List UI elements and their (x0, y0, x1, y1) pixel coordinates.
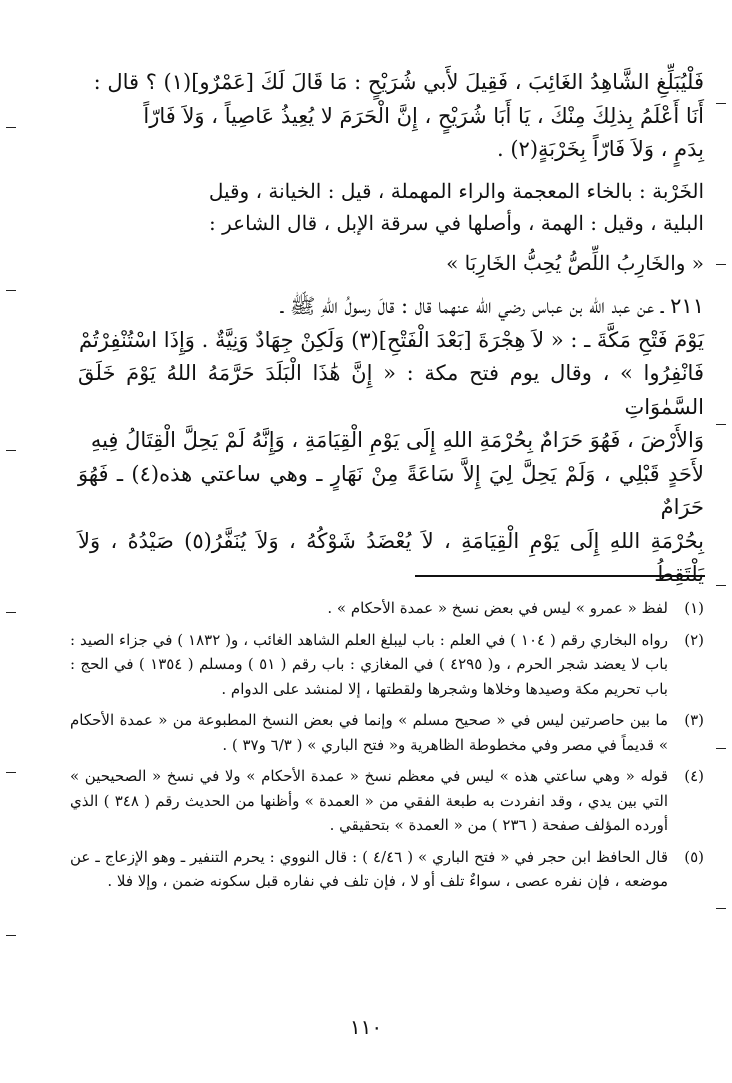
margin-tick (6, 772, 16, 773)
footnote (70, 708, 704, 757)
footnote (70, 628, 704, 702)
margin-tick (716, 264, 726, 265)
margin-tick (6, 290, 16, 291)
text-line: فَلْيُبَلِّغِ الشَّاهِدُ الغَائِبَ ، فَقِيلَ لأَبي شُرَيْحٍ : مَا قَالَ لَكَ [عَمْرٌو](١) ؟ قال : (93, 70, 704, 94)
text-line: البلية ، وقيل : الهمة ، وأصلها في سرقة الإبل ، قال الشاعر : (209, 210, 704, 235)
footnote-text: قوله « وهي ساعتي هذه » ليس في معظم نسخ « عمدة الأحكام » ولا في نسخ « الصحيحين » التي بين يدي ، وقد انفردت به طبعة الفقي من « العمدة » وأظنها من الحديث رقم ( ٣٤٨ ) الذي أورده المؤلف صفحة ( ٢٣٦ ) من « العمدة » بتحقيقي . (70, 767, 668, 834)
footnote (70, 764, 704, 838)
margin-tick (6, 127, 16, 128)
margin-tick (716, 908, 726, 909)
footnote-number: (٤) (684, 767, 704, 785)
main-text (78, 66, 704, 592)
footnote-number: (١) (684, 599, 704, 617)
verse-line: « والخَارِبُ اللِّصُّ يُحِبُّ الخَارِبَا » (446, 250, 704, 275)
margin-tick (6, 935, 16, 936)
footnote-number: (٣) (684, 711, 704, 729)
text-line: الخَرْبة : بالخاء المعجمة والراء المهملة ، قيل : الخيانة ، وقيل (208, 178, 704, 203)
footnote-text: لفظ « عمرو » ليس في بعض نسخ « عمدة الأحكام » . (327, 599, 668, 617)
margin-tick (716, 103, 726, 104)
text-line: بِدَمٍ ، وَلاَ فَارّاً بِخَرْبَةٍ(٢) . (497, 137, 704, 161)
hadith-line: فَانْفِرُوا » ، وقال يوم فتح مكة : « إِنَّ هَٰذَا الْبَلَدَ حَرَّمَهُ اللهُ يَوْمَ خَلَقَ السَّمٰوَاتِ (78, 361, 704, 419)
margin-tick (716, 585, 726, 586)
footnotes (70, 596, 704, 901)
footnote-text: قال الحافظ ابن حجر في « فتح الباري » ( ٤/٤٦ ) : قال النووي : يحرم التنفير ـ وهو الإزعاج ـ عن موضعه ، فإن نفره عصى ، سواءٌ تلف أو لا ، فإن تلف في نفاره قبل سكونه ضمن ، وإلا فلا . (70, 847, 668, 890)
footnote (70, 845, 704, 894)
margin-tick (716, 424, 726, 425)
hadith-line: وَالأَرْضَ ، فَهُوَ حَرَامٌ بِحُرْمَةِ اللهِ إِلَى يَوْمِ الْقِيَامَةِ ، وَإِنَّهُ لَمْ يَحِلَّ الْقِتَالُ فِيهِ (90, 428, 704, 452)
hadith-line: لأَحَدٍ قَبْلِي ، وَلَمْ يَحِلَّ لِيَ إِلاَّ سَاعَةً مِنْ نَهَارٍ ـ وهي ساعتي هذه(٤) ـ فَهُوَ حَرَامٌ (78, 461, 704, 519)
footnote-separator (415, 575, 705, 577)
footnote-number: (٥) (684, 847, 704, 866)
margin-tick (716, 748, 726, 749)
hadith-line: يَوْمَ فَتْحِ مَكَّةَ ـ : « لاَ هِجْرَةَ [بَعْدَ الْفَتْحِ](٣) وَلَكِنْ جِهَادٌ وَنِيَّةٌ . وَإِذَا اسْتُنْفِرْتُمْ (78, 327, 704, 352)
text-line: أَنَا أَعْلَمُ بِذلِكَ مِنْكَ ، يَا أَبَا شُرَيْحٍ ، إِنَّ الْحَرَمَ لا يُعِيذُ عَاصِياً ، وَلاَ فَارّاً (143, 103, 704, 128)
hadith-line: بِحُرْمَةِ اللهِ إِلَى يَوْمِ الْقِيَامَةِ ، لاَ يُعْضَدُ شَوْكُهُ ، وَلاَ يُنَفَّرُ(٥) صَيْدُهُ ، وَلاَ يَلْتَقِطُ (78, 528, 705, 586)
margin-tick (6, 450, 16, 451)
footnote-text: رواه البخاري رقم ( ١٠٤ ) في العلم : باب ليبلغ العلم الشاهد الغائب ، و( ١٨٣٢ ) في جزاء الصيد : باب لا يعضد شجر الحرم ، و( ٤٢٩٥ ) في المغازي : باب رقم ( ٥١ ) ومسلم ( ١٣٥٤ ) في الحج : باب تحريم مكة وصيدها وخلاها وشجرها ولقطتها ، إلا لمنشد على الدوام . (70, 630, 668, 698)
footnote (70, 596, 704, 621)
footnote-number: (٢) (684, 630, 704, 649)
hadith-line: ٢١١ ـ عن عبد الله بن عباس رضي الله عنهما قال : قالَ رسولُ اللهِ ﷺ ـ (280, 294, 704, 318)
footnote-text: ما بين حاصرتين ليس في « صحيح مسلم » وإنما في بعض النسخ المطبوعة من « عمدة الأحكام » قديماً في مصر وفي مخطوطة الظاهرية و« فتح الباري » ( ٦/٣ و٣٧ ) . (70, 711, 668, 754)
page-number: ١١٠ (349, 1015, 383, 1039)
margin-tick (6, 612, 16, 613)
